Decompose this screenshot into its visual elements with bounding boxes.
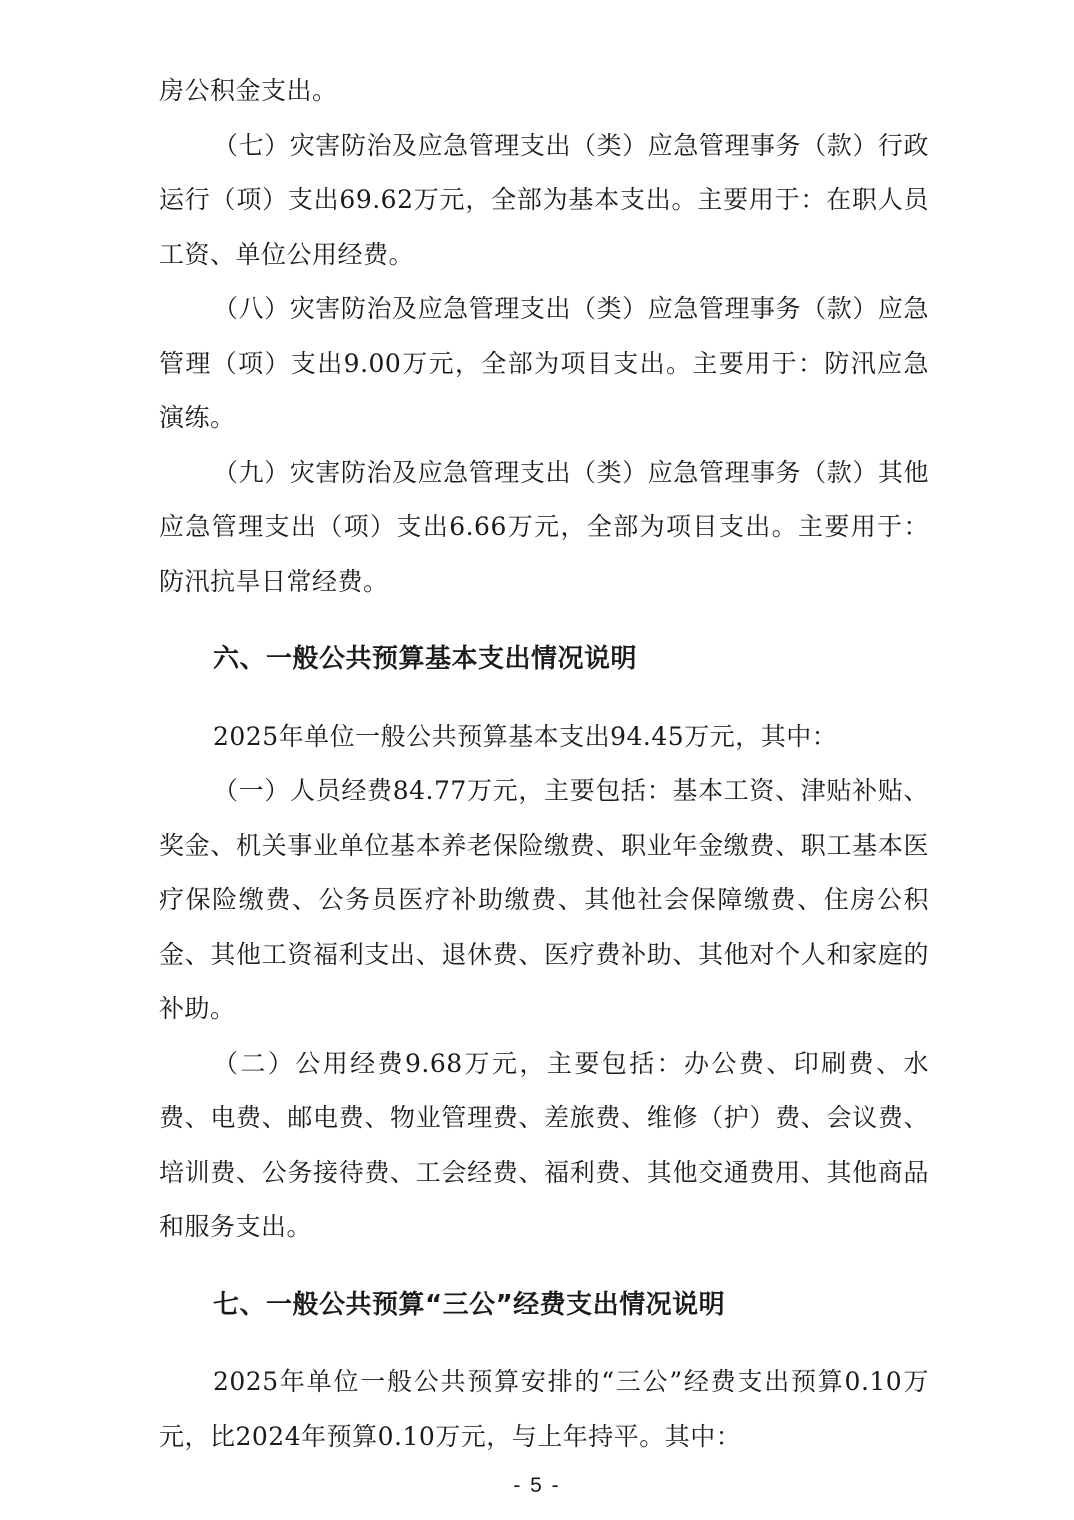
page-body xyxy=(159,64,929,1464)
paragraph-public-expenses: （二）公用经费9.68万元，主要包括：办公费、印刷费、水费、电费、邮电费、物业管理费、差旅费、维修（护）费、会议费、培训费、公务接待费、工会经费、福利费、其他交通费用、其他商品和服务支出。 xyxy=(159,1048,929,1241)
section-heading-7: 七、一般公共预算“三公”经费支出情况说明 xyxy=(213,1289,726,1320)
section-gap xyxy=(159,1332,929,1355)
paragraph-item-7: （七）灾害防治及应急管理支出（类）应急管理事务（款）行政运行（项）支出69.62万元，全部为基本支出。主要用于：在职人员工资、单位公用经费。 xyxy=(159,130,929,269)
paragraph-basic-expenditure: 2025年单位一般公共预算基本支出94.45万元，其中： xyxy=(213,721,838,751)
section-gap xyxy=(159,609,929,632)
paragraph-continuation: 房公积金支出。 xyxy=(159,76,338,105)
paragraph-item-9: （九）灾害防治及应急管理支出（类）应急管理事务（款）其他应急管理支出（项）支出6.66万元，全部为项目支出。主要用于：防汛抗旱日常经费。 xyxy=(159,457,929,596)
page-number: - 5 - xyxy=(513,1474,561,1497)
section-gap xyxy=(159,687,929,710)
paragraph-three-public-expenses: 2025年单位一般公共预算安排的“三公”经费支出预算0.10万元，比2024年预算0.10万元，与上年持平。其中： xyxy=(159,1367,929,1451)
section-gap xyxy=(159,1255,929,1278)
paragraph-personnel-expenses: （一）人员经费84.77万元，主要包括：基本工资、津贴补贴、奖金、机关事业单位基本养老保险缴费、职业年金缴费、职工基本医疗保险缴费、公务员医疗补助缴费、其他社会保障缴费、住房公积金、其他工资福利支出、退休费、医疗费补助、其他对个人和家庭的补助。 xyxy=(159,776,929,1023)
paragraph-item-8: （八）灾害防治及应急管理支出（类）应急管理事务（款）应急管理（项）支出9.00万元，全部为项目支出。主要用于：防汛应急演练。 xyxy=(159,294,929,432)
section-heading-6: 六、一般公共预算基本支出情况说明 xyxy=(213,644,638,674)
